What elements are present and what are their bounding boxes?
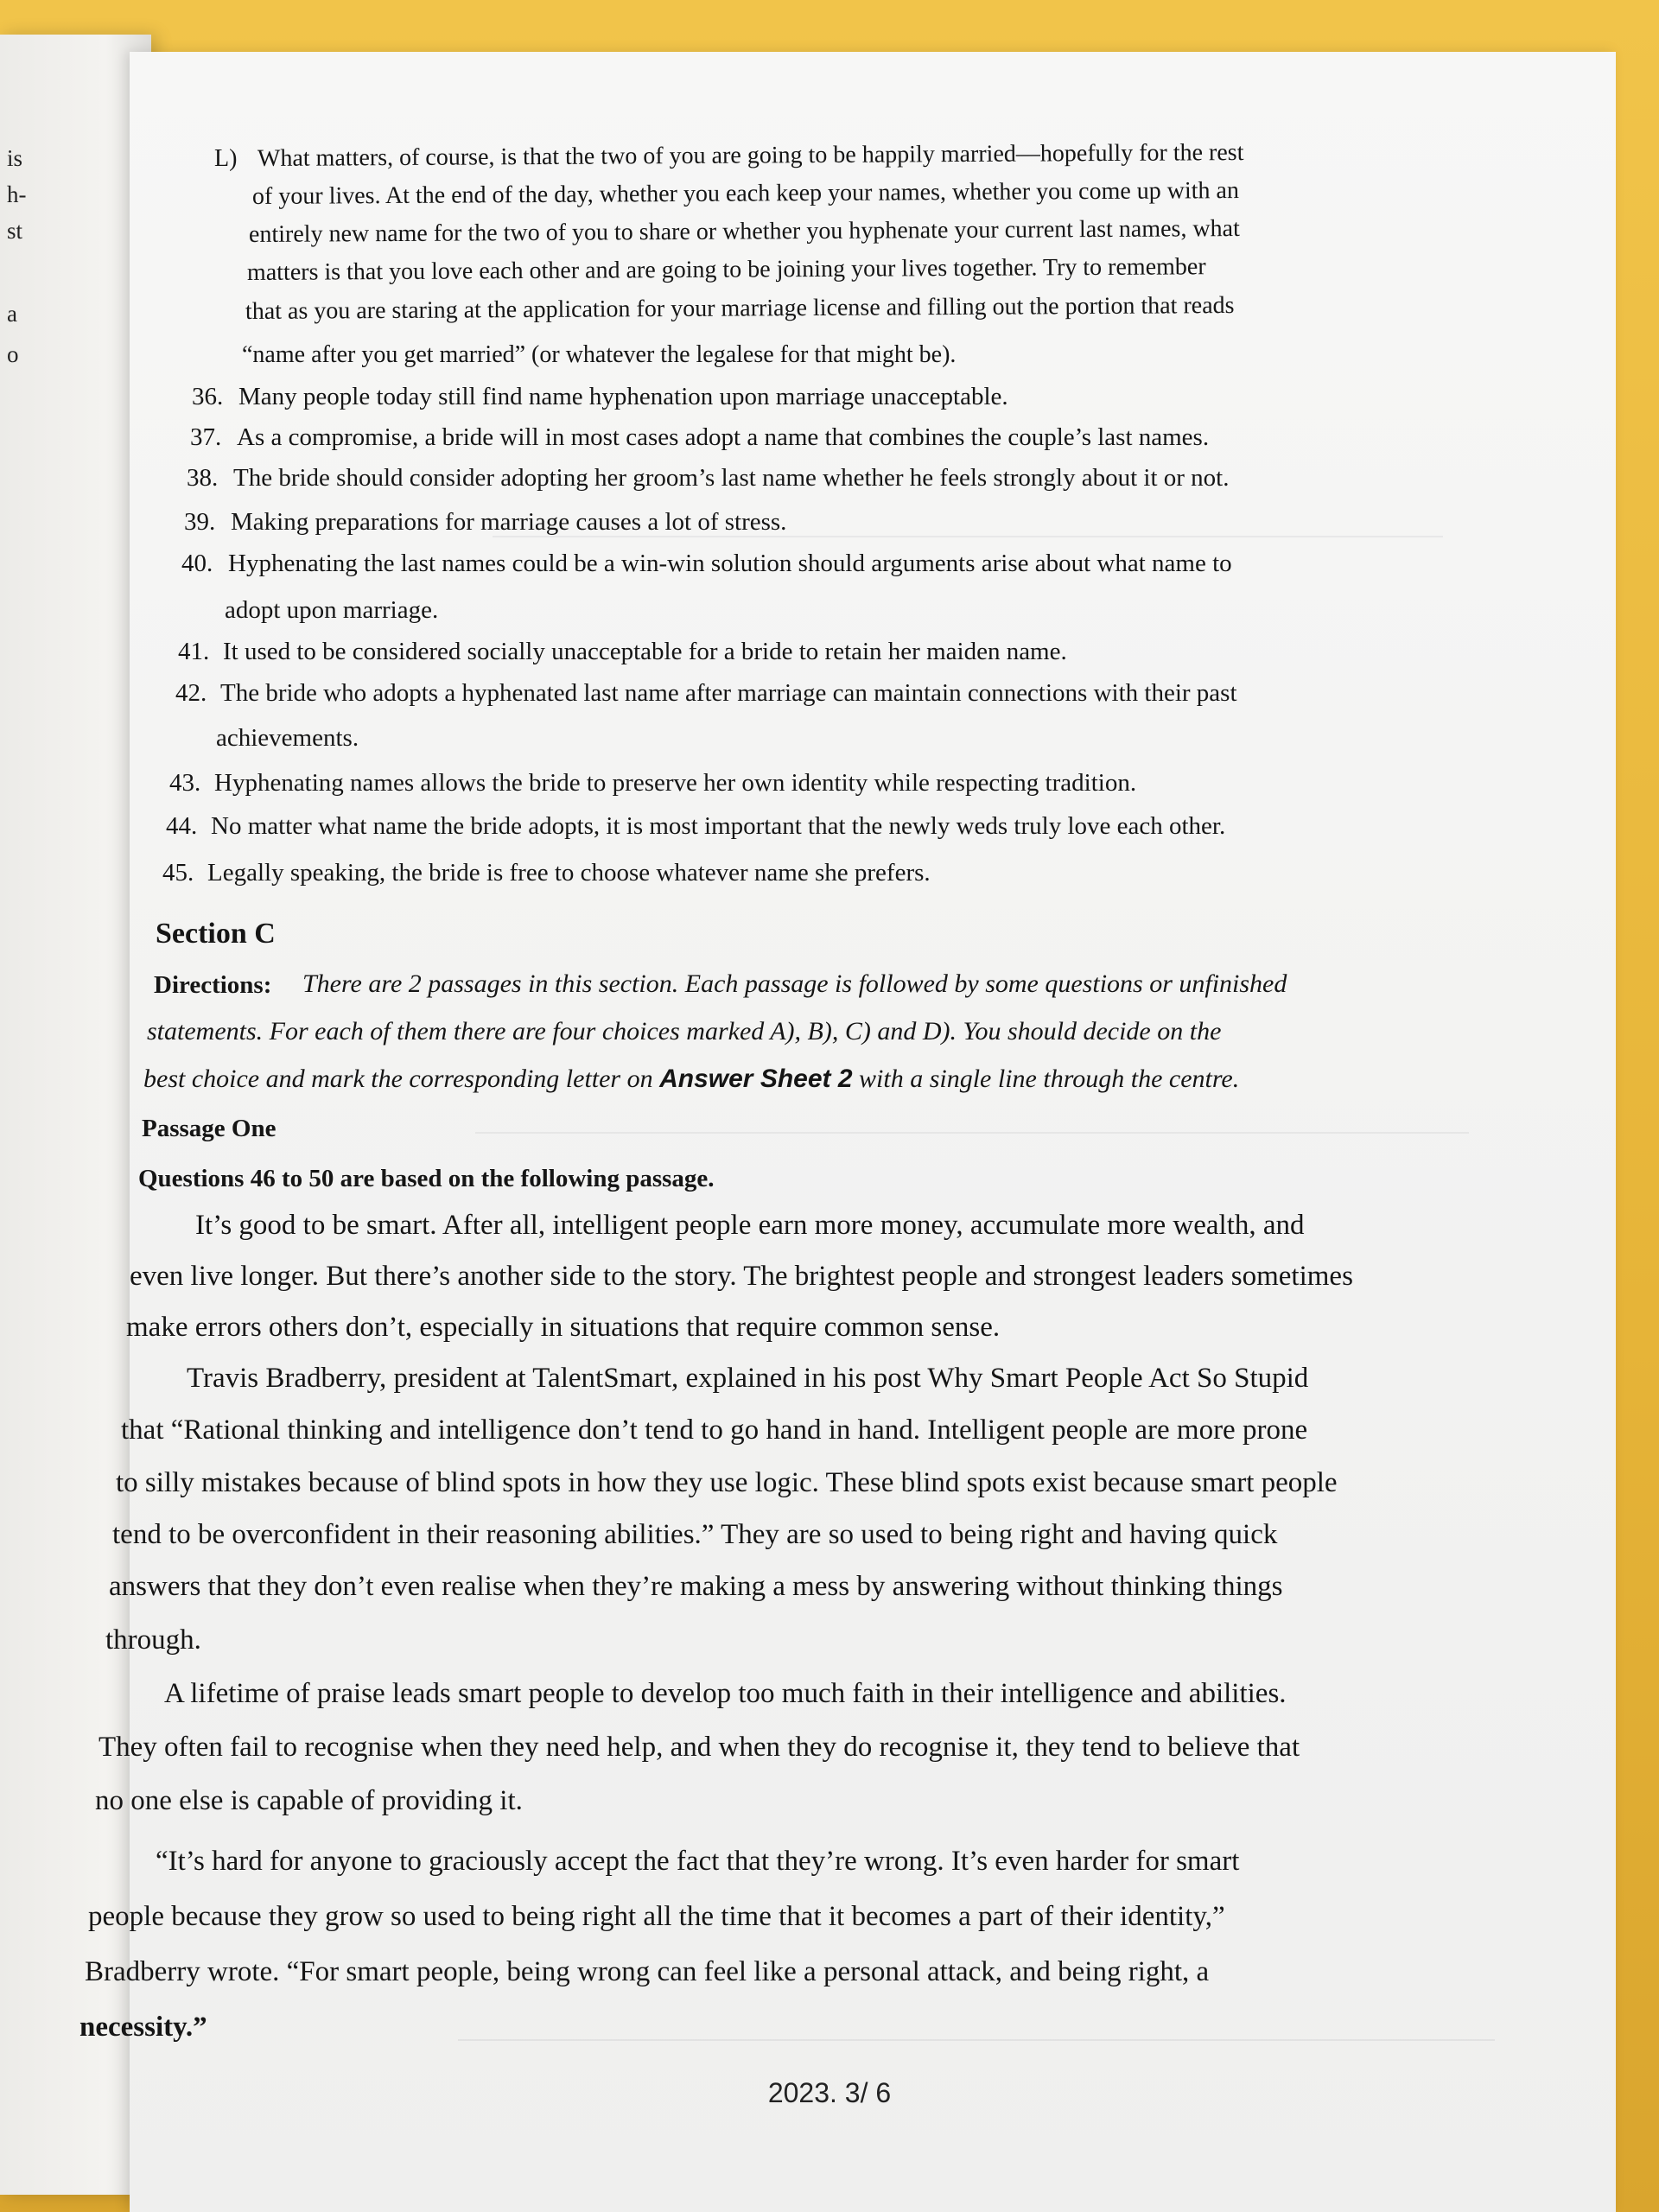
directions-line (143, 1065, 1239, 1094)
directions-label: Directions: (154, 971, 272, 999)
statement-text: The bride should consider adopting her groom’s last name whether he feels strongly about it or not. (233, 464, 1230, 492)
left-page-fragment: h- (7, 181, 27, 207)
passage-line: tend to be overconfident in their reasoning abilities.” They are so used to being right and having quick (112, 1519, 1278, 1550)
statement-number: 39. (184, 508, 216, 536)
passage-line: Bradberry wrote. “For smart people, being wrong can feel like a personal attack, and being right, a (85, 1956, 1210, 1987)
passage-line: It’s good to be smart. After all, intelligent people earn more money, accumulate more wealth, and (195, 1210, 1305, 1241)
option-l-line: entirely new name for the two of you to share or whether you hyphenate your current last names, what (248, 214, 1240, 248)
passage-label: Passage One (142, 1115, 276, 1142)
answer-sheet-label: Answer Sheet 2 (659, 1065, 853, 1093)
statement-number: 42. (175, 679, 207, 707)
statement-number: 40. (181, 550, 213, 577)
option-l-line: of your lives. At the end of the day, whether you each keep your names, whether you come up with an (251, 177, 1240, 210)
directions-line: statements. For each of them there are four choices marked A), B), C) and D). You should decide on the (147, 1017, 1222, 1046)
option-l-line: matters is that you love each other and are going to be joining your lives together. Try to remember (246, 253, 1206, 286)
passage-line: make errors others don’t, especially in situations that require common sense. (126, 1312, 1001, 1343)
passage-line: answers that they don’t even realise when they’re making a mess by answering without thinking things (109, 1571, 1283, 1602)
directions-text: with a single line through the centre. (859, 1065, 1240, 1093)
passage-line: no one else is capable of providing it. (95, 1785, 523, 1816)
passage-line: “It’s hard for anyone to graciously accept the fact that they’re wrong. It’s even harder for smart (156, 1846, 1240, 1877)
section-title: Section C (156, 918, 276, 950)
option-l-line: that as you are staring at the application for your marriage license and filling out the portion that reads (245, 292, 1235, 325)
left-page-fragment: st (7, 218, 23, 244)
left-page-fragment: is (7, 145, 23, 171)
left-page-fragment: a (7, 301, 17, 327)
statement-text: achievements. (216, 724, 359, 752)
statement-number: 37. (190, 423, 222, 451)
passage-line: people because they grow so used to being right all the time that it becomes a part of their identity,” (88, 1901, 1225, 1932)
questions-label: Questions 46 to 50 are based on the following passage. (138, 1165, 715, 1192)
statement-text: The bride who adopts a hyphenated last name after marriage can maintain connections with their past (220, 679, 1237, 707)
passage-line: that “Rational thinking and intelligence don’t tend to go hand in hand. Intelligent people are more prone (121, 1414, 1308, 1446)
statement-text: Hyphenating names allows the bride to preserve her own identity while respecting tradition. (214, 769, 1137, 797)
passage-line: to silly mistakes because of blind spots in how they use logic. These blind spots exist because smart people (116, 1467, 1338, 1498)
passage-line: through. (105, 1624, 201, 1656)
left-page-fragment: o (7, 341, 19, 367)
statement-number: 43. (169, 769, 201, 797)
statement-text: Making preparations for marriage causes a lot of stress. (231, 508, 787, 536)
statement-text: Hyphenating the last names could be a win-win solution should arguments arise about what name to (228, 550, 1232, 577)
statement-number: 36. (192, 383, 224, 410)
statement-text: Many people today still find name hyphenation upon marriage unacceptable. (238, 383, 1008, 410)
statement-text: It used to be considered socially unacceptable for a bride to retain her maiden name. (223, 638, 1067, 665)
statement-text: Legally speaking, the bride is free to choose whatever name she prefers. (207, 859, 931, 887)
directions-text: best choice and mark the corresponding letter on (143, 1065, 653, 1093)
passage-line: They often fail to recognise when they need help, and when they do recognise it, they tend to believe that (99, 1732, 1300, 1763)
statement-number: 45. (162, 859, 194, 887)
statement-text: As a compromise, a bride will in most cases adopt a name that combines the couple’s last names. (237, 423, 1210, 451)
statement-text: adopt upon marriage. (225, 596, 439, 624)
option-label: L) (214, 145, 238, 172)
directions-line: There are 2 passages in this section. Each passage is followed by some questions or unfinished (302, 969, 1287, 998)
option-l-line: What matters, of course, is that the two of you are going to be happily married—hopefully for the rest (257, 139, 1244, 172)
passage-line: even live longer. But there’s another side to the story. The brightest people and strongest leaders sometimes (130, 1261, 1353, 1292)
passage-line: Travis Bradberry, president at TalentSmart, explained in his post Why Smart People Act So Stupid (187, 1363, 1309, 1394)
statement-number: 44. (166, 812, 198, 840)
statement-text: No matter what name the bride adopts, it is most important that the newly weds truly love each other. (211, 812, 1226, 840)
page-number: 2023. 3/ 6 (767, 2077, 892, 2108)
passage-line: A lifetime of praise leads smart people to develop too much faith in their intelligence and abilities. (164, 1678, 1287, 1709)
statement-number: 41. (178, 638, 210, 665)
statement-number: 38. (187, 464, 219, 492)
passage-line: necessity.” (79, 2012, 207, 2043)
option-l-line: “name after you get married” (or whatever the legalese for that might be). (242, 341, 957, 368)
